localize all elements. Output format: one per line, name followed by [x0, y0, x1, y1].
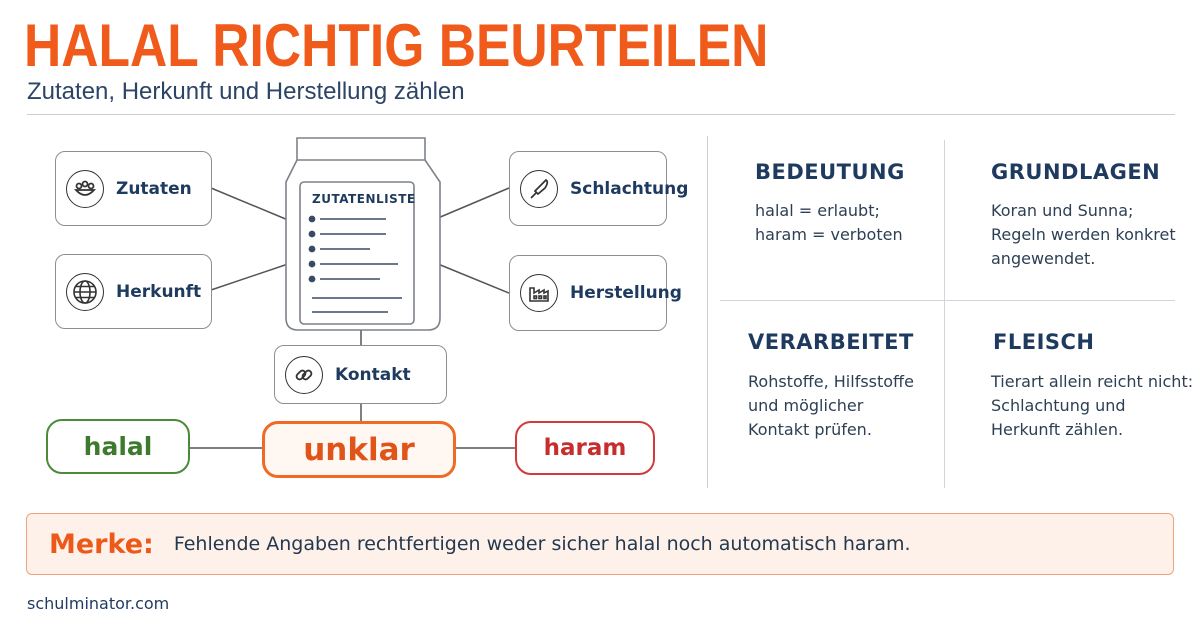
node-herstellung-label: Herstellung [570, 283, 682, 303]
node-schlachtung-label: Schlachtung [570, 178, 689, 199]
verdict-halal: halal [46, 419, 190, 474]
node-herkunft-label: Herkunft [116, 281, 202, 302]
info-verarbeitet-title: VERARBEITET [748, 330, 914, 354]
info-bedeutung-text: halal = erlaubt; haram = verboten [755, 201, 903, 244]
merke-box [26, 513, 1174, 575]
info-grundlagen-title: GRUNDLAGEN [991, 160, 1161, 184]
ingredients-icon [66, 170, 104, 208]
page-subtitle: Zutaten, Herkunft und Herstellung zählen [27, 78, 465, 105]
node-herkunft [55, 254, 212, 329]
connector-zutaten [211, 188, 288, 220]
ingredient-list-label: ZUTATENLISTE [312, 192, 416, 206]
verdict-haram: haram [515, 421, 655, 475]
globe-icon [66, 273, 104, 311]
node-kontakt-label: Kontakt [335, 364, 411, 385]
node-kontakt [274, 345, 447, 404]
link-icon [285, 356, 323, 394]
merke-text: Fehlende Angaben rechtfertigen weder sicher halal noch automatisch haram. [173, 533, 911, 555]
knife-icon [520, 170, 558, 208]
merke-label: Merke: [49, 528, 154, 560]
info-bedeutung-title: BEDEUTUNG [755, 160, 905, 184]
info-grundlagen-text: Koran und Sunna; Regeln werden konkret angewendet. [991, 201, 1176, 268]
footer-site: schulminator.com [27, 594, 170, 613]
info-divider-left [707, 136, 708, 488]
factory-icon [520, 274, 558, 312]
node-herstellung [509, 255, 682, 331]
info-fleisch-title: FLEISCH [993, 330, 1095, 354]
verdict-unklar: unklar [262, 421, 456, 478]
info-divider-horizontal [720, 300, 1175, 301]
page-title: HALAL RICHTIG BEURTEILEN [24, 12, 769, 79]
node-zutaten [55, 151, 212, 226]
connector-herkunft [211, 264, 288, 290]
node-zutaten-label: Zutaten [116, 178, 192, 199]
info-divider-vertical [944, 140, 945, 488]
connector-schlachtung [438, 188, 509, 218]
connector-herstellung [438, 264, 509, 293]
info-fleisch-text: Tierart allein reicht nicht: Schlachtung und Herkunft zählen. [991, 372, 1194, 439]
node-schlachtung [509, 151, 689, 226]
info-verarbeitet-text: Rohstoffe, Hilfsstoffe und möglicher Kontakt prüfen. [748, 372, 914, 439]
